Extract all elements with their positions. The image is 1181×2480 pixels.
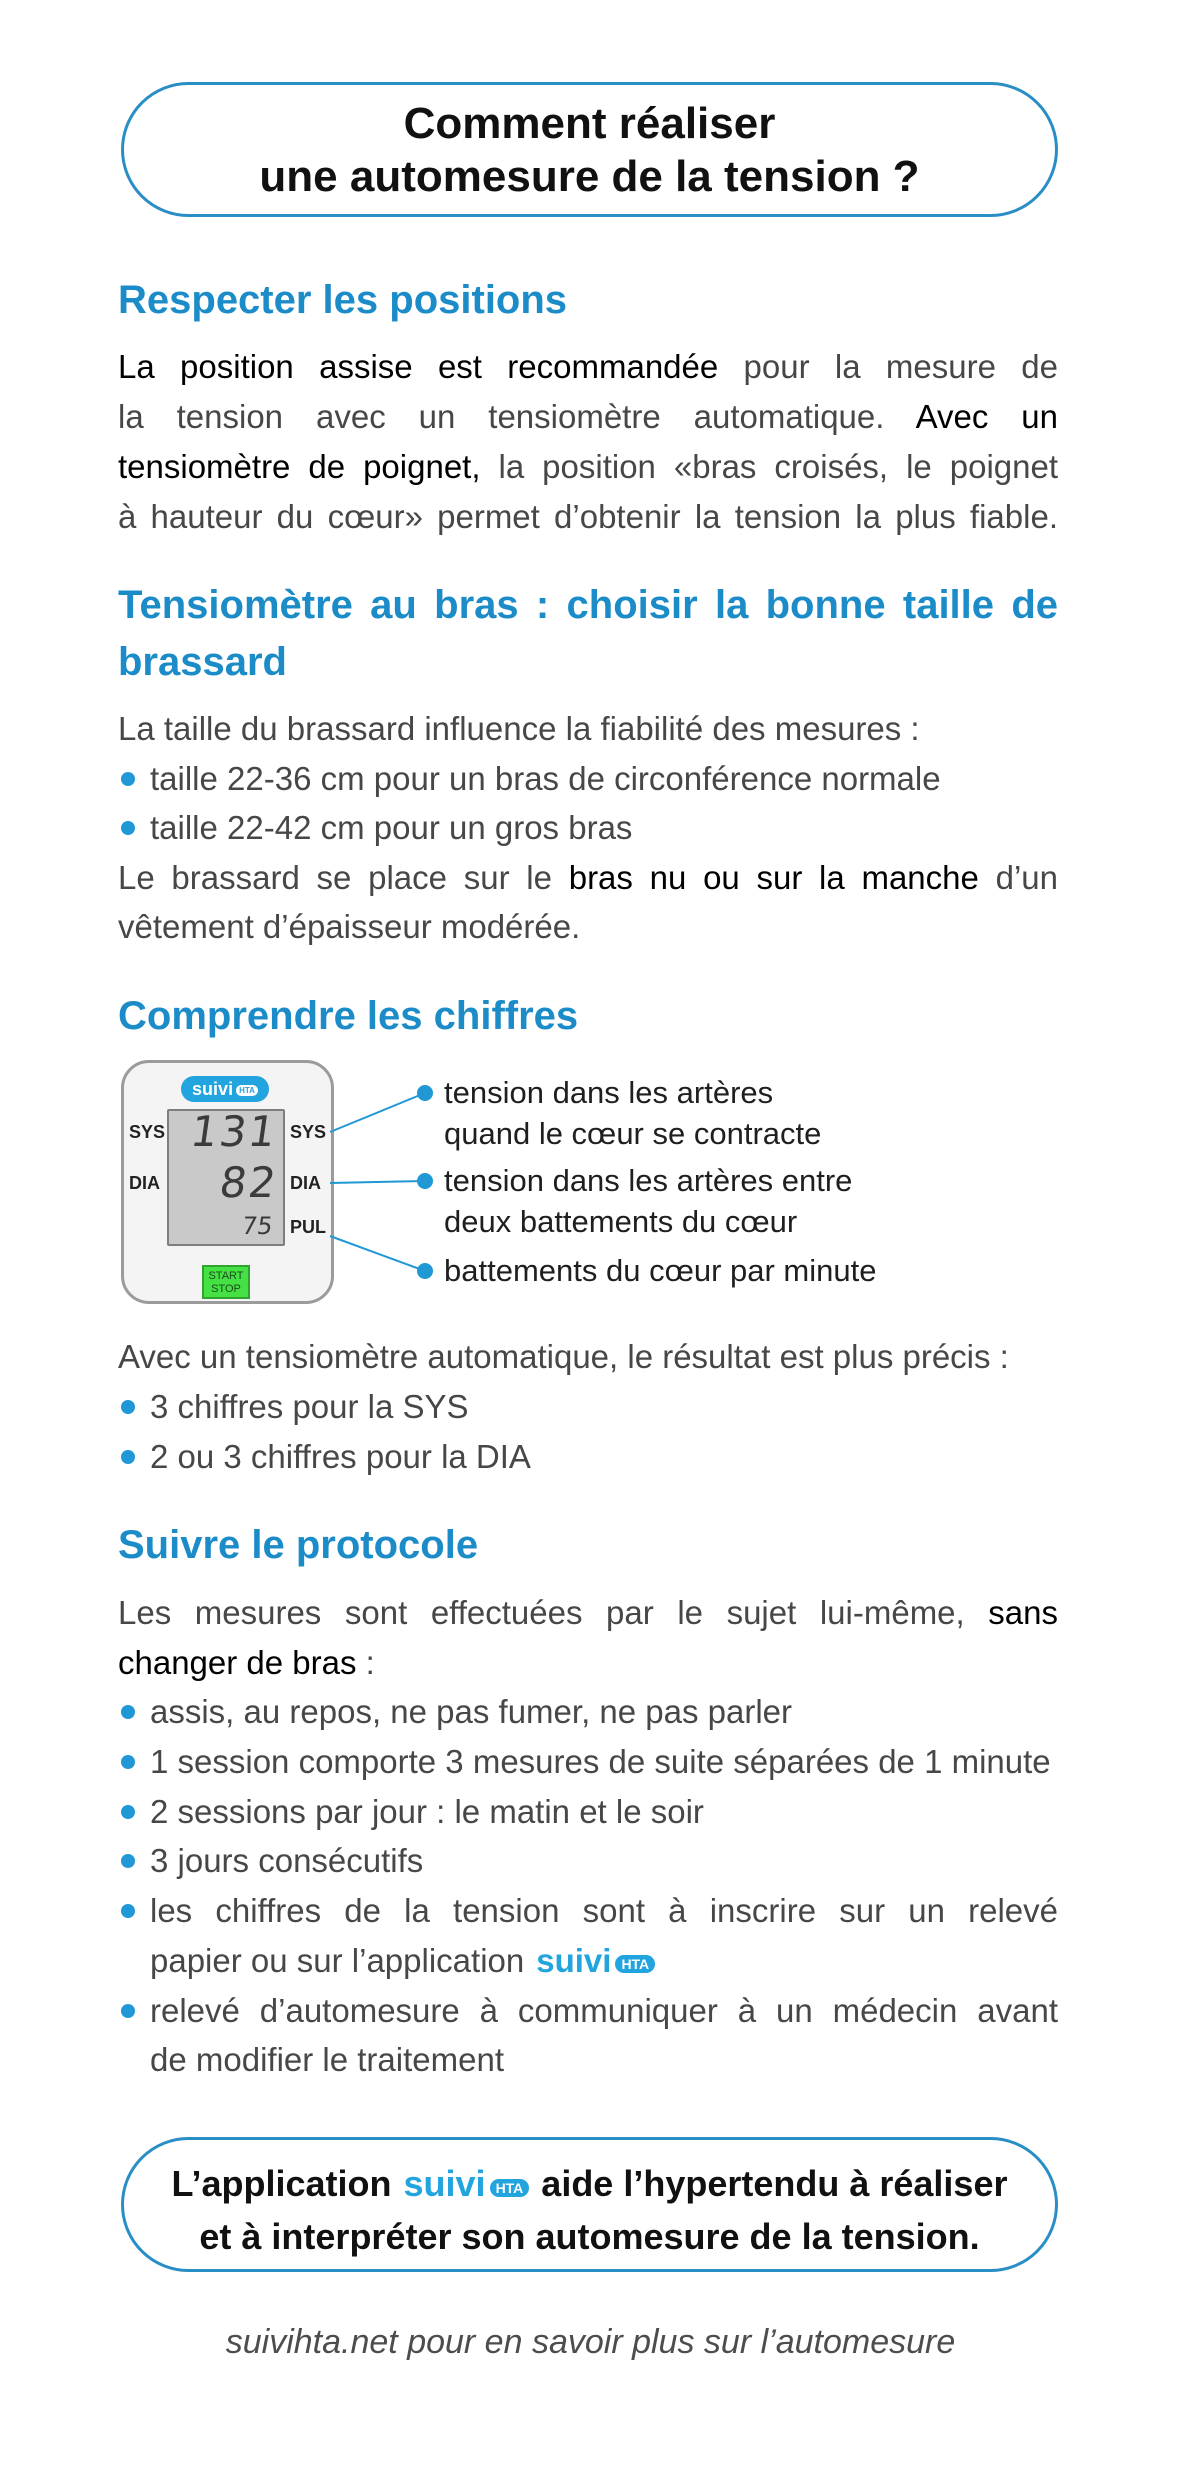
protocol-paragraph — [118, 1588, 1058, 2085]
body-text: papier ou sur l’application — [150, 1941, 525, 1979]
text-line — [118, 853, 1058, 903]
bullet-dot — [121, 1450, 135, 1464]
list-item — [118, 1886, 1058, 1985]
body-text: vêtement d’épaisseur modérée. — [118, 908, 581, 946]
text-line — [118, 342, 1058, 392]
list-item — [118, 1986, 1058, 2085]
list-item-text: taille 22-42 cm pour un gros bras — [150, 809, 633, 847]
callout-line: tension dans les artères — [444, 1075, 774, 1110]
emphasis-text: changer de bras — [118, 1643, 357, 1681]
systolic-value: 131 — [187, 1107, 281, 1156]
button-label-stop: STOP — [211, 1283, 241, 1295]
logo-badge: HTA — [236, 1085, 258, 1096]
bullet-dot — [121, 1705, 135, 1719]
callout-dot-pul — [417, 1263, 433, 1279]
bullet-dot — [121, 1805, 135, 1819]
sys-label-right: SYS — [290, 1122, 327, 1142]
text-line — [118, 492, 1058, 542]
cta-banner — [121, 2137, 1058, 2272]
text-line — [118, 1638, 1058, 1688]
logo-word: suivi — [192, 1079, 234, 1099]
list-item-text: 2 sessions par jour : le matin et le soir — [150, 1792, 704, 1830]
logo-badge: HTA — [615, 1955, 655, 1973]
button-label-start: START — [208, 1270, 244, 1282]
diastolic-value: 82 — [216, 1158, 281, 1207]
bullet-dot — [121, 1755, 135, 1769]
cta-line-2: et à interpréter son automesure de la tension. — [199, 2216, 980, 2257]
bullet-dot — [121, 2004, 135, 2018]
bullet-dot — [121, 821, 135, 835]
body-text: la position «bras croisés, le poignet — [480, 448, 1058, 485]
logo-word: suivi — [536, 1941, 612, 1979]
list-item — [118, 1737, 1058, 1787]
title-line-1: Comment réaliser — [403, 99, 776, 148]
positions-paragraph — [118, 342, 1058, 542]
callout-systolic — [444, 1072, 821, 1154]
list-item — [118, 1787, 1058, 1837]
list-item — [118, 803, 1058, 853]
emphasis-text: La position assise est recommandée — [118, 348, 719, 385]
logo-badge: HTA — [490, 2179, 530, 2197]
start-stop-button-illustration — [202, 1265, 250, 1299]
figures-paragraph — [118, 1332, 1058, 1482]
bullet-dot — [121, 1904, 135, 1918]
section-heading-figures: Comprendre les chiffres — [118, 994, 579, 1038]
list-item-text: de modifier le traitement — [150, 2041, 504, 2079]
emphasis-text: Avec un — [915, 398, 1058, 435]
text-line: Avec un tensiomètre automatique, le résultat est plus précis : — [118, 1338, 1009, 1375]
body-text: Le brassard se place sur le — [118, 858, 569, 896]
body-text: pour la mesure de — [718, 348, 1058, 385]
footer-note: suivihta.net pour en savoir plus sur l’automesure — [225, 2323, 956, 2361]
title-banner — [121, 82, 1058, 217]
pulse-value: 75 — [240, 1212, 275, 1240]
list-item-text: les chiffres de la tension sont à inscrire sur un relevé — [150, 1892, 1058, 1930]
title-line-2: une automesure de la tension ? — [259, 152, 920, 201]
callout-line: deux battements du cœur — [444, 1204, 798, 1239]
section-heading-positions: Respecter les positions — [118, 278, 568, 322]
text-line — [118, 1588, 1058, 1638]
list-item-text: assis, au repos, ne pas fumer, ne pas parler — [150, 1693, 793, 1731]
emphasis-text: tensiomètre de poignet, — [118, 448, 481, 485]
list-item-text — [150, 1936, 1058, 1986]
bullet-dot — [121, 772, 135, 786]
callout-line: battements du cœur par minute — [444, 1253, 877, 1288]
bullet-dot — [121, 1400, 135, 1414]
suivi-hta-logo — [404, 2157, 530, 2210]
section-heading-protocol: Suivre le protocole — [118, 1523, 479, 1567]
list-item — [118, 1836, 1058, 1886]
blood-pressure-monitor-illustration — [121, 1060, 334, 1304]
list-item-text: 3 chiffres pour la SYS — [150, 1388, 469, 1425]
monitor-screen — [167, 1109, 285, 1246]
text-line — [118, 902, 1058, 952]
list-item-text: taille 22-36 cm pour un bras de circonférence normale — [150, 759, 941, 797]
list-item-text: 3 jours consécutifs — [150, 1842, 424, 1880]
list-item — [118, 1687, 1058, 1737]
callout-diastolic — [444, 1160, 852, 1242]
list-item — [118, 1382, 1058, 1432]
callout-dot-dia — [417, 1173, 433, 1189]
list-item — [118, 1432, 1058, 1482]
suivi-hta-logo — [181, 1076, 269, 1102]
callout-pulse — [444, 1250, 876, 1291]
callout-dot-sys — [417, 1085, 433, 1101]
callout-line: quand le cœur se contracte — [444, 1116, 822, 1151]
list-item-text: relevé d’automesure à communiquer à un médecin avant — [150, 1991, 1058, 2029]
callout-line: tension dans les artères entre — [444, 1163, 853, 1198]
logo-word: suivi — [403, 2163, 486, 2204]
cta-text: aide l’hypertendu à réaliser — [541, 2163, 1008, 2204]
suivi-hta-logo — [536, 1936, 655, 1986]
body-text: d’un — [978, 858, 1058, 896]
text-line — [118, 442, 1058, 492]
list-item-text: 1 session comporte 3 mesures de suite séparées de 1 minute — [150, 1743, 1051, 1781]
dia-label-right: DIA — [290, 1173, 321, 1193]
body-text: Les mesures sont effectuées par le sujet lui-même, — [118, 1594, 989, 1631]
connector-line-dia — [330, 1181, 425, 1183]
list-item-text: 2 ou 3 chiffres pour la DIA — [150, 1438, 531, 1475]
bullet-dot — [121, 1854, 135, 1868]
body-text: à hauteur du cœur» permet d’obtenir la tension la plus fiable. — [118, 498, 1058, 535]
list-item — [118, 754, 1058, 804]
cta-text: L’application — [171, 2163, 392, 2204]
cuff-paragraph — [118, 704, 1058, 952]
emphasis-text: sans — [988, 1594, 1058, 1631]
body-text: la tension avec un tensiomètre automatique. — [118, 398, 916, 435]
body-text: : — [356, 1643, 375, 1681]
section-heading-cuff: Tensiomètre au bras : choisir la bonne taille de brassard — [118, 583, 1058, 684]
emphasis-text: bras nu ou sur la manche — [568, 858, 979, 896]
connector-line-pul — [330, 1236, 425, 1271]
text-line: La taille du brassard influence la fiabilité des mesures : — [118, 710, 920, 747]
pul-label-right: PUL — [290, 1217, 326, 1237]
dia-label-left: DIA — [129, 1173, 160, 1193]
connector-line-sys — [330, 1093, 425, 1132]
text-line — [118, 392, 1058, 442]
cta-line-1 — [124, 2157, 1055, 2210]
sys-label-left: SYS — [129, 1122, 166, 1142]
